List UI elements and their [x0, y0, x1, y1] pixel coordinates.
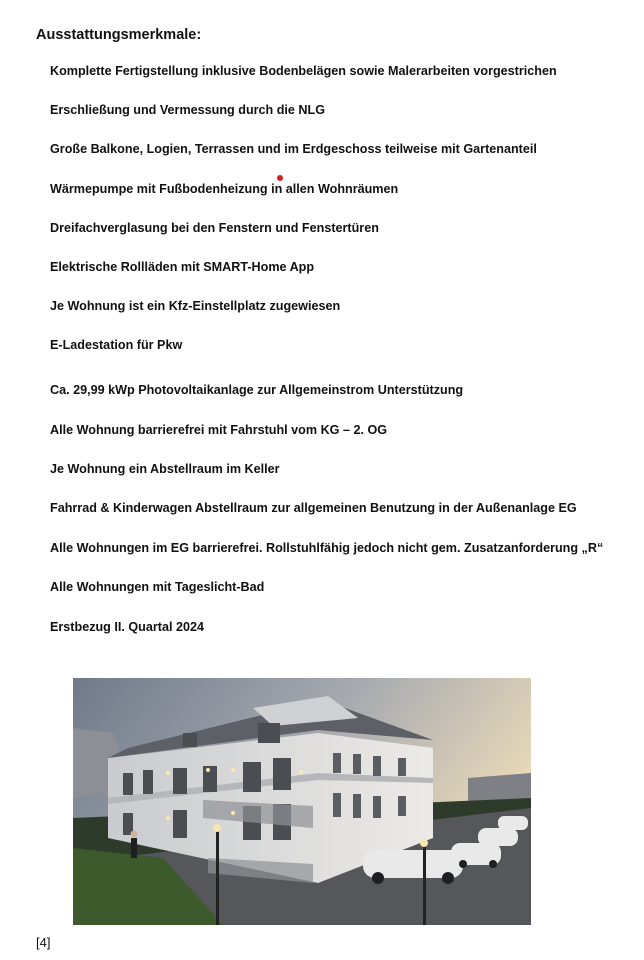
feature-item: Komplette Fertigstellung inklusive Bodenbelägen sowie Malerarbeiten vorgestrichen: [50, 64, 557, 78]
red-marker-dot: [277, 175, 283, 181]
feature-item: E-Ladestation für Pkw: [50, 338, 183, 352]
feature-item: Je Wohnung ein Abstellraum im Keller: [50, 462, 280, 476]
feature-item: Große Balkone, Logien, Terrassen und im Erdgeschoss teilweise mit Gartenanteil: [50, 142, 537, 156]
feature-item: Ca. 29,99 kWp Photovoltaikanlage zur Allgemeinstrom Unterstützung: [50, 383, 464, 397]
feature-item: Alle Wohnung barrierefrei mit Fahrstuhl vom KG – 2. OG: [50, 423, 388, 437]
feature-item: Erstbezug II. Quartal 2024: [50, 620, 204, 634]
feature-item: Dreifachverglasung bei den Fenstern und Fenstertüren: [50, 221, 379, 235]
feature-item: Je Wohnung ist ein Kfz-Einstellplatz zugewiesen: [50, 299, 341, 313]
building-rendering-image: [73, 678, 531, 925]
footnote-reference: [4]: [36, 935, 51, 950]
feature-item: Elektrische Rollläden mit SMART-Home App: [50, 260, 315, 274]
feature-item: Alle Wohnungen mit Tageslicht-Bad: [50, 580, 265, 594]
feature-item: Erschließung und Vermessung durch die NLG: [50, 103, 326, 117]
feature-item: Wärmepumpe mit Fußbodenheizung in allen Wohnräumen: [50, 182, 399, 196]
section-heading: Ausstattungsmerkmale:: [36, 27, 202, 43]
feature-item: Alle Wohnungen im EG barrierefrei. Rollstuhlfähig jedoch nicht gem. Zusatzanforderung „R“: [50, 541, 604, 555]
feature-item: Fahrrad & Kinderwagen Abstellraum zur allgemeinen Benutzung in der Außenanlage EG: [50, 501, 577, 515]
